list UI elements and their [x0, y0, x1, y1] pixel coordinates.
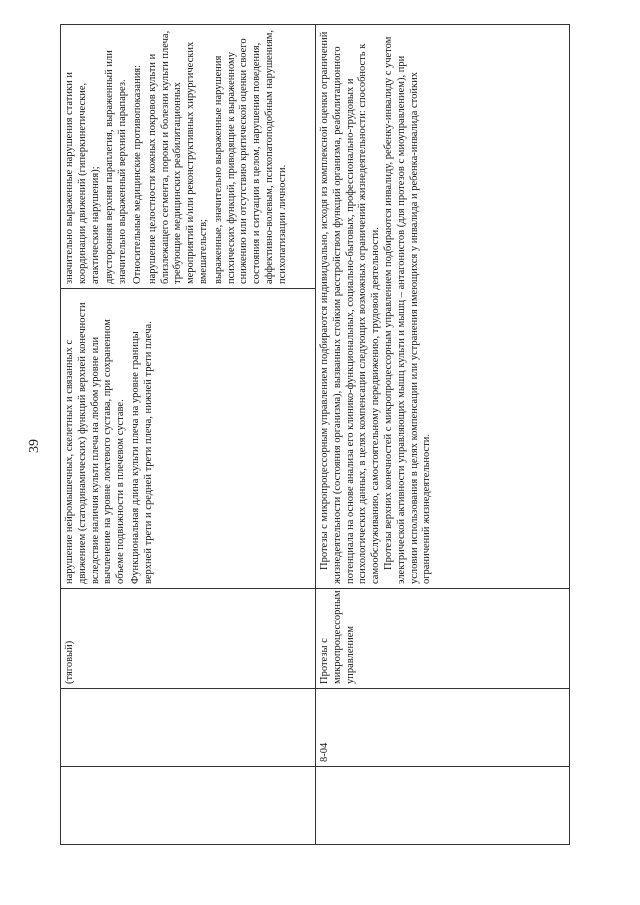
empty-cell	[61, 767, 316, 845]
indication-text: Функциональная длина культи плеча на уровне границы верхней трети и средней трети плеча, нижней трети плеча.	[129, 321, 154, 584]
empty-cell	[316, 767, 570, 845]
indication-text: нарушение нейромышечных, скелетных и связанных с движением (статодинамических) функций верхней конечности вследствие наличия культи плеча на любом уровне или вычленение на уровне локтевого сустава, при сохраненном объеме подвижности в плечевом суставе.	[64, 302, 127, 584]
empty-cell	[61, 689, 316, 767]
code-cell: 8-04	[316, 689, 570, 767]
contraindication-text: двусторонняя верхняя параплегия, выраженный или значительно выраженный верхний парапарез.	[104, 50, 129, 284]
description-cell	[316, 25, 570, 589]
description-paragraph: Протезы верхних конечностей с микропроцессорным управлением подбираются инвалиду, ребенку-инвалиду с учетом электрической активности управляющих мышц культи и мышц – антагонистов (для протезов с миоуправлением), при условии использования в целях компенсации или устранения имеющихся у инвалида и ребенка-инвалида стойких ограничений жизнедеятельности.	[382, 36, 433, 584]
page-number: 39	[27, 439, 42, 453]
table-row	[61, 25, 316, 845]
prosthesis-name-cell: Протезы с микропроцессорным управлением	[316, 589, 570, 689]
contraindication-text: выраженные, значительно выраженные нарушения психических функций, приводящие к выраженному снижению или отсутствию критической оценки своего состояния и ситуации в целом, нарушения поведения, аффективно-волевым, психопатоподобным нарушениям, психопатизации личности.	[212, 29, 288, 284]
requirements-table	[60, 24, 570, 845]
description-paragraph: Протезы с микропроцессорным управлением подбираются индивидуально, исходя из комплексной оценки ограничений жизнедеятельности (состояния организма), вызванных стойким расстройством функций организма, реабилитационного потенциала на основе анализа его клинико-функциональных, социально-бытовых, профессионально-трудовых и психологических данных, в целях компенсации следующих возможных ограничений жизнедеятельности: способность к самообслуживанию, самостоятельному передвижению, трудовой деятельности.	[319, 31, 382, 584]
contraindications-cell	[61, 25, 316, 289]
indications-cell	[61, 289, 316, 589]
prosthesis-type-cell: (тяговый)	[61, 589, 316, 689]
contraindication-text: нарушение целостности кожных покровов культи и близлежащего сегмента, пороки и болезни культи плеча, требующие медицинских реабилитационных мероприятий и/или реконструктивных хирургических вмешательств;	[146, 30, 209, 284]
contraindication-text: Относительные медицинские противопоказания:	[131, 64, 143, 284]
table-row	[316, 25, 570, 845]
contraindication-text: значительно выраженные нарушения статики и координации движений (гиперкинетические, атактические нарушения);	[64, 72, 101, 284]
rotated-table-container	[60, 25, 570, 845]
